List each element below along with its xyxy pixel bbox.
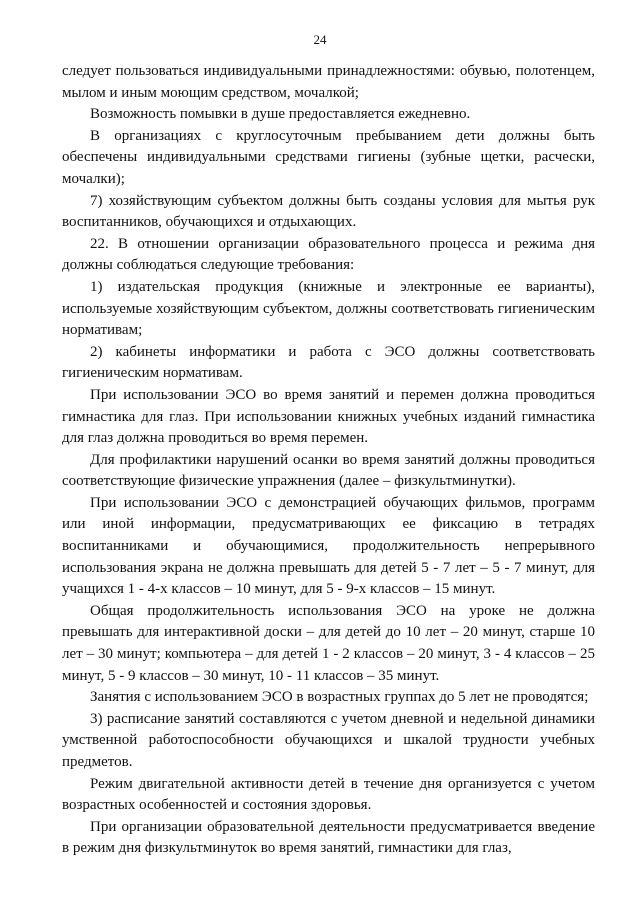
paragraph: При использовании ЭСО с демонстрацией обучающих фильмов, программ или иной информации, предусматривающих ее фиксацию в тетрадях воспитанниками и обучающимися, продолжительность непрерывного использования экрана не должна превышать для детей 5 - 7 лет – 5 - 7 минут, для учащихся 1 - 4-х классов – 10 минут, для 5 - 9-х классов – 15 минут. [62, 494, 595, 598]
list-item: 3) расписание занятий составляются с учетом дневной и недельной динамики умственной работоспособности обучающихся и шкалой трудности учебных предметов. [62, 710, 595, 770]
paragraph: 7) хозяйствующим субъектом должны быть созданы условия для мытья рук воспитанников, обучающихся и отдыхающих. [62, 192, 595, 231]
paragraph: В организациях с круглосуточным пребыванием дети должны быть обеспечены индивидуальными средствами гигиены (зубные щетки, расчески, мочалки); [62, 127, 595, 187]
document-body [62, 61, 595, 860]
list-item: 1) издательская продукция (книжные и электронные ее варианты), используемые хозяйствующим субъектом, должны соответствовать гигиеническим нормативам; [62, 278, 595, 339]
paragraph: При использовании ЭСО во время занятий и перемен должна проводиться гимнастика для глаз. При использовании книжных учебных изданий гимнастика для глаз должна проводиться во время перемен. [62, 386, 595, 447]
list-item: 2) кабинеты информатики и работа с ЭСО должны соответствовать гигиеническим нормативам. [62, 343, 595, 382]
paragraph: Для профилактики нарушений осанки во время занятий должны проводиться соответствующие физические упражнения (далее – физкультминутки). [62, 451, 595, 490]
paragraph: Занятия с использованием ЭСО в возрастных группах до 5 лет не проводятся; [90, 689, 589, 706]
paragraph-continuation: следует пользоваться индивидуальными принадлежностями: обувью, полотенцем, мылом и иным моющим средством, мочалкой; [62, 63, 595, 101]
page-number: 24 [313, 32, 327, 47]
paragraph: Возможность помывки в душе предоставляется ежедневно. [90, 106, 471, 123]
paragraph: При организации образовательной деятельности предусматривается введение в режим дня физкультминуток во время занятий, гимнастики для глаз, [62, 818, 595, 857]
paragraph: Режим двигательной активности детей в течение дня организуется с учетом возрастных особенностей и состояния здоровья. [62, 775, 595, 814]
paragraph: 22. В отношении организации образовательного процесса и режима дня должны соблюдаться следующие требования: [62, 235, 595, 274]
paragraph: Общая продолжительность использования ЭСО на уроке не должна превышать для интерактивной доски – для детей до 10 лет – 20 минут, старше 10 лет – 30 минут; компьютера – для детей 1 - 2 классов – 20 минут, 3 - 4 классов – 25 минут, 5 - 9 классов – 30 минут, 10 - 11 классов – 35 минут. [62, 602, 595, 684]
